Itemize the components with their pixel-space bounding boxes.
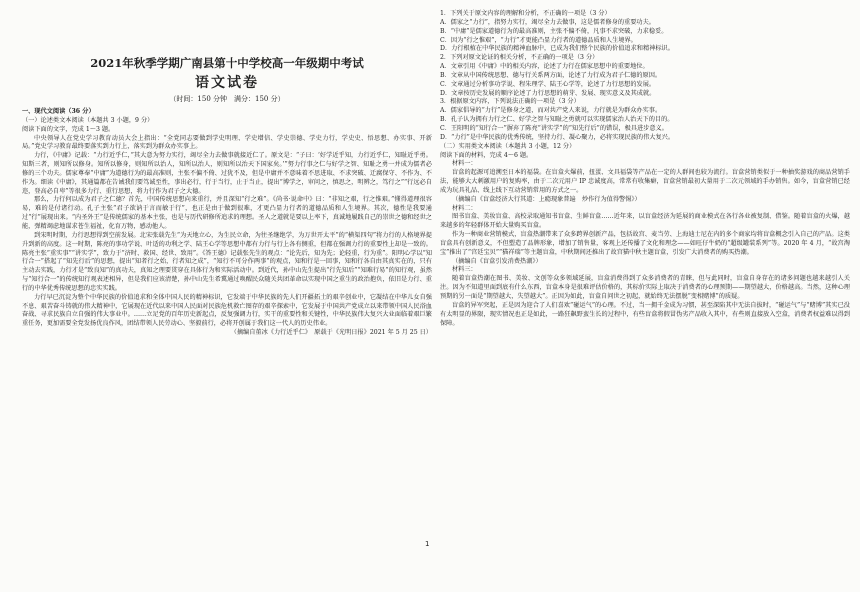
right-column [440,0,850,592]
right-paragraph: 盲盒的起源可追溯至日本的福袋。在盲盒火爆前，扭蛋、文具福袋等产品在一定的人群间也较为流行。盲盒营销类似于一种抽奖游戏的商品营销手法，能够大大刺激用户的复购率，由于二次元用户 IP 忠诚度高，常常有收集癖，盲盒营销最初大量用于二次元领域的手办销售。如今，盲盒营销已经成为玩具礼品、线上线下互动营销常用的方式之一。 [440,169,850,194]
right-paragraph: 作为一种商业营销模式，盲盒热潮带来了众多跨界创新产品，包括故宫、麦当劳、上海迪士尼在内的多个商家均将盲盒概念引入自己的产品。这类盲盒具有创新意义，不但塑造了品牌形象，增加了销售量，客观上还传播了文化和理念——如旺仔牛奶的“超级罐装系列”等。2020 年 4 月，“故宫淘宝”推出了“宫廷宝贝”“猫祥瑞”等主题盲盒，中秋期间还推出了故宫猫中秋主题盲盒，引发广大消费者的购买热潮。 [440,231,850,256]
right-paragraph: A．儒家倡导的“力行”是修身之道，而对共产党人来说，力行就是为群众办实事。 [440,107,662,115]
exam-meta: （时间：150 分钟 满分：150 分） [169,95,285,103]
right-paragraph: B．“中庸”是儒家道德行为的最高准则，主张不偏不倚，凡事不求突破，力求稳妥。 [440,27,668,35]
right-paragraph: A．儒家之“力行”，指努力实行，竭尽全力去做事，这是儒者修身的重要功夫。 [440,18,655,26]
right-paragraph: B．文章从中国传统思想、德与行关系两方面，论述了力行成为君子仁德的原因。 [440,71,662,79]
left-paragraph: （一）论述类文本阅读（本题共 3 小题，9 分） [22,116,154,124]
right-body [440,10,850,328]
right-paragraph: D．力行根植在中华民族的精神血脉中，已成为我们整个民族的价值追求和精神标识。 [440,45,674,53]
right-paragraph: （二）实用类文本阅读（本题共 3 小题，12 分） [440,142,576,150]
right-paragraph: 3．根据原文内容，下列说法正确的一项是（3 分） [440,98,580,106]
left-paragraph: 一、现代文阅读（36 分） [22,108,95,115]
left-column [22,0,432,592]
left-paragraph: 力行，《中庸》记载：“力行近乎仁，”其大意为努力实行，竭尽全力去做事就接近仁了。原文是：“子曰：‘好学近乎知，力行近乎仁，知耻近乎勇。知斯三者，则知所以修身。知所以修身，则知所以治人，知所以治人，则知所以治天下国家矣。’”努力行事之仁与好学之智、知耻之勇一并成为儒者必修的三个功夫。儒家尊奉“中庸”为道德行为的最高准则，主张不偏不倚、过犹不及，但是中庸并不意味着不思进取、不求突破、迁腐保守、不作为、不作为。细读《中庸》，其通篇都在告诫我们要笃诚至性，事出必行，行于当行，止于当止，提出“博学之，审问之，慎思之，明辨之，笃行之”“行远必自迩，登高必自卑”等很多力行、重行思想，将力行作为君子之大德。 [22,152,432,195]
right-paragraph: C．因为“行之惟艰”，“力行”才更能凸显力行者的道德品质和人生境界。 [440,36,637,44]
left-paragraph: （摘编自董冰《力行近乎仁》 原载于《光明日报》2021 年 5 月 25 日） [230,329,432,337]
right-paragraph: 随着盲盒热潮在图书、美妆、文创等众多领域延展，盲盒消费得到了众多消费者的青睐，但与此同时，盲盒自身存在的诸多问题也越来越引人关注。因为不知道里面到底有什么东西，盲盒本身是很难评估价格的，其标价实际上取决于消费者的心理预期——期望越大，价格越高。当然，这种心理预期的另一面是“期望越大，失望越大”。正因为如此，盲盒自问世之初起，就始终无法摆脱“变相赌博”的质疑。 [440,275,850,300]
right-paragraph: 材料二： [452,204,477,212]
right-paragraph: D．文章按历史发展的顺序论述了力行思想的萌芽、发展、现实意义及其成就。 [440,89,656,97]
left-paragraph: 到宋明时期，力行思想得到空前发展。北宋张载先生“为天地立心，为生民立命，为往圣继绝学，为万世开太平”的“横渠四句”将力行的人格境界提升到新的高度。这一时期，陈亮的事功学说、叶适的功利之学、陆王心学等思想中都有力行与行上各有侧重，但都在强调力行的重要性上却是一致的。陈亮主张“重实事”“讲实学”，致力于“济时、救国、经世、致用”。《答王德》记载张先生的观点：“论先后，知为先；论轻重，行为重”。阳明心学以“知行合一”搭起了“知先行后”的思想，提出“知者行之始，行者知之成”，“知行不可分作两事”的观点，知和行是一回事，知和行各自由其真实在的，只有主动去实践，力行才是“致良知”的真功夫，真知之理要贯穿在具体行为和实际活动中。到近代，孙中山先生提出“行先知后”“知难行易”的知行观，虽然与“知行合一”的传统知行观表述相异，但是我们应该清楚，孙中山先生希冀通过唤醒民众随关共团革命以实现中国之重生的政治抱负，依旧是力行、重行的中华优秀传统思想的忠实实践。 [22,231,432,292]
left-paragraph: 中央领导人在党史学习教育动员大会上指出：“全党同志要做到学史明理、学史增信、学史崇德、学史力行，学史史、悟思想、办实事、开新局。”党史学习教育最终要落实到力行上，落实到为群众办实事上。 [22,134,432,151]
right-paragraph: 1．下列关于原文内容的理解和分析，不正确的一项是（3 分） [440,10,611,17]
right-paragraph: 图书盲盒、美妆盲盒、高校录取通知书盲盒、生鲜盲盒……近年来，以盲盒经济为延展的商业模式在各行各业被复制、借鉴。随着盲盒的火爆，越来越多的年轻群体开始大量购买盲盒。 [440,213,850,230]
right-paragraph: B．孔子认为拥有力行之仁、好学之智与知耻之勇就可以实现儒家治人治天下的目的。 [440,116,674,124]
right-paragraph: 材料一： [452,160,477,168]
right-paragraph: 2．下列对原文论证的相关分析，不正确的一项是（3 分） [440,54,599,62]
left-paragraph: 阅读下面的文字，完成 1～3 题。 [22,125,115,133]
left-body [22,108,432,338]
right-paragraph: 阅读下面的材料，完成 4～6 题。 [440,151,533,159]
right-paragraph: （摘编自《盲盒经济大行其道：上瘾现象普遍 炒作行为值得警惕》） [452,195,641,203]
page-number: 1 [425,540,430,548]
right-paragraph: C．王阳明的“知行合一”摒弃了陈亮“讲实学”的“知先行后”的错误，极具进步意义。 [440,124,668,132]
left-paragraph: 那么，力行何以成为君子之仁德？首先，中国传统思想向来重行，并且深知“行之难”。《尚书·说命中》曰：“非知之艰，行之惟艰。”懂得道理很容易，难的是付诸行动。孔子主张“君子欲讷于言而敏于行”，也正是由于做到很难，才更凸显力行者的道德品质和人生境界。其次，德性是我要通过“行”展现出来。“内圣外王”是传统儒家的基本主张，也是与历代研修所追求的理想。圣人之道就是要以上率下，真诚地履践自己的崇世之德和经世之能，弹精竭虑地谋求苍生福祉，化育万物，感动他人。 [22,196,432,230]
right-paragraph: A．文章引用《中庸》中的相关内容，论述了力行在儒家思想中的重要地位。 [440,63,649,71]
right-paragraph: D．“力行”是中华民族的优秀传统，坚持力行、凝心聚力，必将实现民族的伟大复兴。 [440,133,675,141]
right-paragraph: 材料三： [452,266,477,274]
left-paragraph: 力行早已沉淀为整个中华民族的价值追求和全体中国人民的精神标识，它发端于中华民族的先人们开疆拓土的艰辛创业中，它凝结在中华儿女自强不息、艰苦奋斗铸就的伟大精神中，它展现在近代以来中国人民面对民族危机救亡图存的艰辛探索中，它发展于中国共产党成立以来带领中国人民浴血奋战、寻求民族自立自强的伟大事业中。……立足党的百年历史新起点，反复强调力行，实干的重要性和关键性，中华民族伟大复兴大业面临着艰巨繁重任务，更加需要全党发扬优良作风，团结带领人民劳动心、坚毅前行，必将开创属于我们这一代人的历史伟业。 [22,293,432,328]
right-paragraph: 盲盒的异军突起，正是因为迎合了人们喜欢“碰运气”的心理。不过，当一拥千金成为习惯，甚至深陷其中无法自拔时，“碰运气”与“赌博”其实已没有太明显的界限，现实情况也正是如此，一路狂飙野蛮生长的过程中，有些盲盒将假冒伪劣产品收入其中，有些则直接放入空盒，消费者权益难以得到保障。 [440,301,850,327]
right-paragraph: （摘编自《盲盒引发消费热潮》） [452,257,542,265]
right-paragraph: C．文章通过分析事功学说、程朱理学、陆王心学等，论述了力行思想的发展。 [440,80,656,88]
exam-title: 2021年秋季学期广南县第十中学校高一年级期中考试 [90,56,364,70]
exam-subject: 语文试卷 [195,75,259,91]
